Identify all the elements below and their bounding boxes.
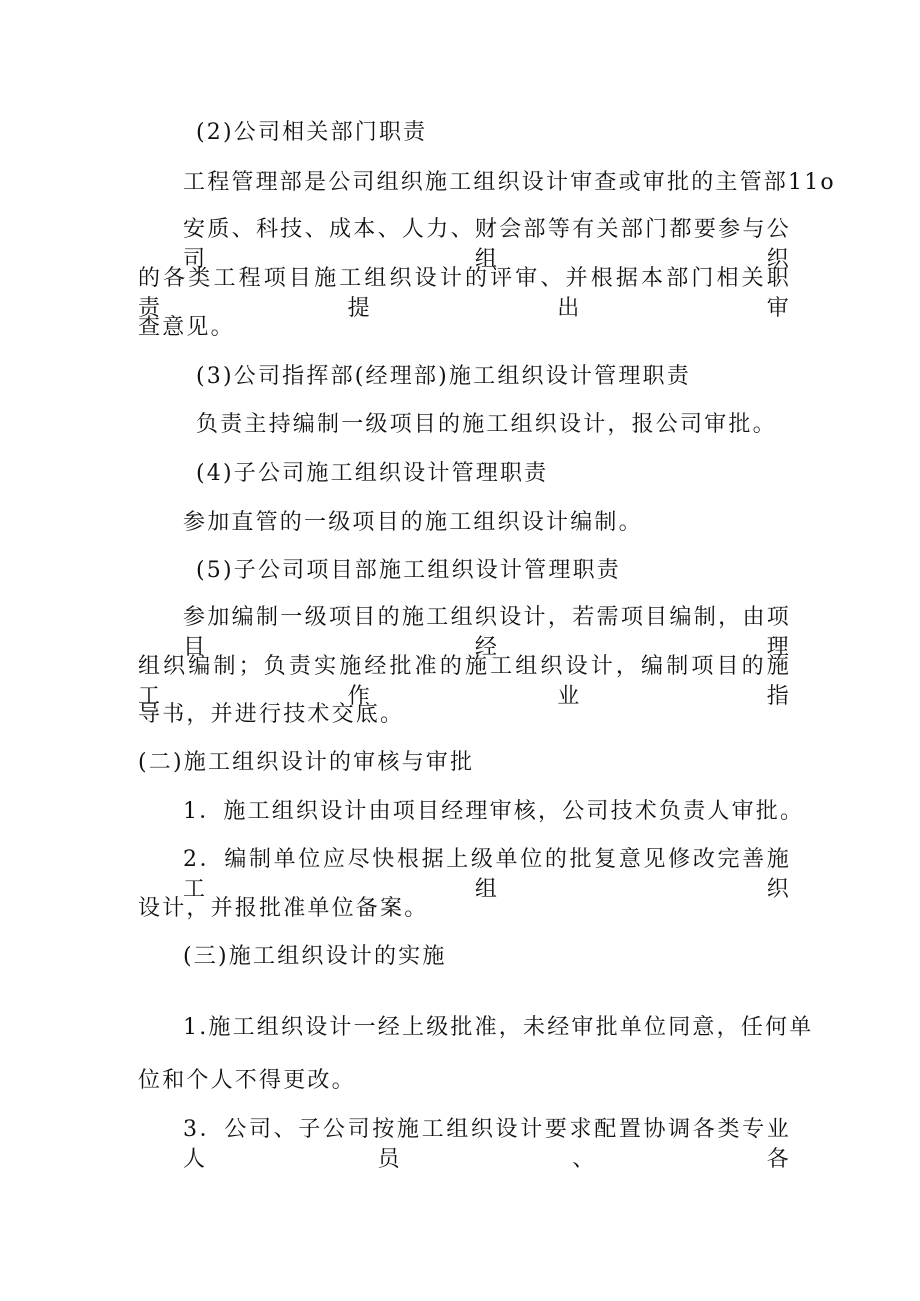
- section-heading-2: (2)公司相关部门职责: [196, 120, 428, 145]
- paragraph-line: 参加编制一级项目的施工组织设计，若需项目编制，由项目经理: [183, 605, 791, 660]
- section-heading-4: (4)子公司施工组织设计管理职责: [196, 461, 549, 486]
- section-heading-two: (二)施工组织设计的审核与审批: [138, 750, 475, 775]
- section-heading-three: (三)施工组织设计的实施: [183, 944, 447, 969]
- paragraph-line: 安质、科技、成本、人力、财会部等有关部门都要参与公司组织: [183, 217, 791, 272]
- section-heading-5: (5)子公司项目部施工组织设计管理职责: [196, 558, 621, 583]
- paragraph-line: 组织编制；负责实施经批准的施工组织设计，编制项目的施工作业指: [138, 654, 791, 709]
- paragraph-line: 的各类工程项目施工组织设计的评审、并根据本部门相关职责提出审: [138, 266, 791, 321]
- list-item-2: 2．编制单位应尽快根据上级单位的批复意见修改完善施工组织: [183, 847, 791, 902]
- paragraph-line: 工程管理部是公司组织施工组织设计审查或审批的主管部11o: [183, 170, 836, 195]
- paragraph-line: 位和个人不得更改。: [138, 1068, 356, 1093]
- list-item-3: 3．公司、子公司按施工组织设计要求配置协调各类专业人员、各: [183, 1117, 791, 1172]
- paragraph-line: 导书，并进行技术交底。: [138, 702, 405, 727]
- section-heading-3: (3)公司指挥部(经理部)施工组织设计管理职责: [196, 364, 691, 389]
- paragraph-line: 负责主持编制一级项目的施工组织设计，报公司审批。: [196, 412, 777, 437]
- paragraph-line: 参加直管的一级项目的施工组织设计编制。: [183, 510, 643, 535]
- list-item-1: 1．施工组织设计由项目经理审核，公司技术负责人审批。: [183, 799, 805, 824]
- paragraph-line: 查意见。: [138, 315, 235, 340]
- paragraph-line: 设计，并报批准单位备案。: [138, 896, 429, 921]
- list-item-1b: 1.施工组织设计一经上级批准，未经审批单位同意，任何单: [183, 1015, 814, 1040]
